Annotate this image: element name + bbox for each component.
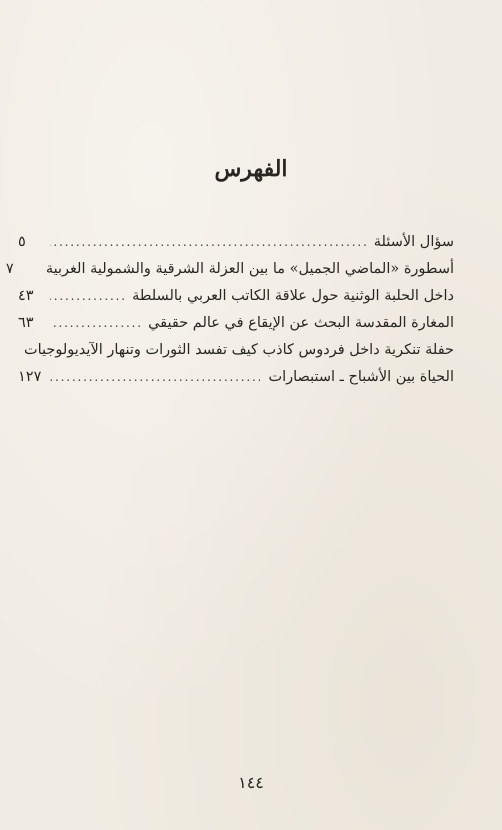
toc-entry-title: المغارة المقدسة البحث عن الإيقاع في عالم حقيقي [148,315,454,331]
toc-entry-page: ٤٣ [18,288,34,304]
toc-entry [18,342,454,369]
dot-leader [50,316,140,330]
toc-entry [18,369,454,396]
toc-entry-page: ٧ [5,261,14,277]
toc-entry-page [0,342,8,358]
toc-entry [18,234,454,261]
page-number: ١٤٤ [238,773,264,792]
toc-entry-page: ١٢٧ [18,369,42,385]
dot-leader [50,235,366,249]
dot-leader [50,370,260,384]
dot-leader [50,289,124,303]
toc-entry-title: حفلة تنكرية داخل فردوس كاذب كيف تفسد الثورات وتنهار الآيديولوجيات [23,342,454,358]
toc-entry-title: أسطورة «الماضي الجميل» ما بين العزلة الشرقية والشمولية الغربية [45,261,454,277]
toc-entry-page: ٥ [18,234,26,250]
table-of-contents [5,234,454,396]
toc-entry-title: الحياة بين الأشباح ـ استبصارات [268,369,454,385]
toc-entry [18,315,454,342]
toc-entry-page: ٦٣ [18,315,34,331]
toc-entry-title: سؤال الأسئلة [373,234,454,250]
toc-entry [18,288,454,315]
page-title: الفهرس [214,156,288,182]
toc-entry [5,261,454,288]
toc-entry-title: داخل الحلبة الوثنية حول علاقة الكاتب العربي بالسلطة [132,288,454,304]
